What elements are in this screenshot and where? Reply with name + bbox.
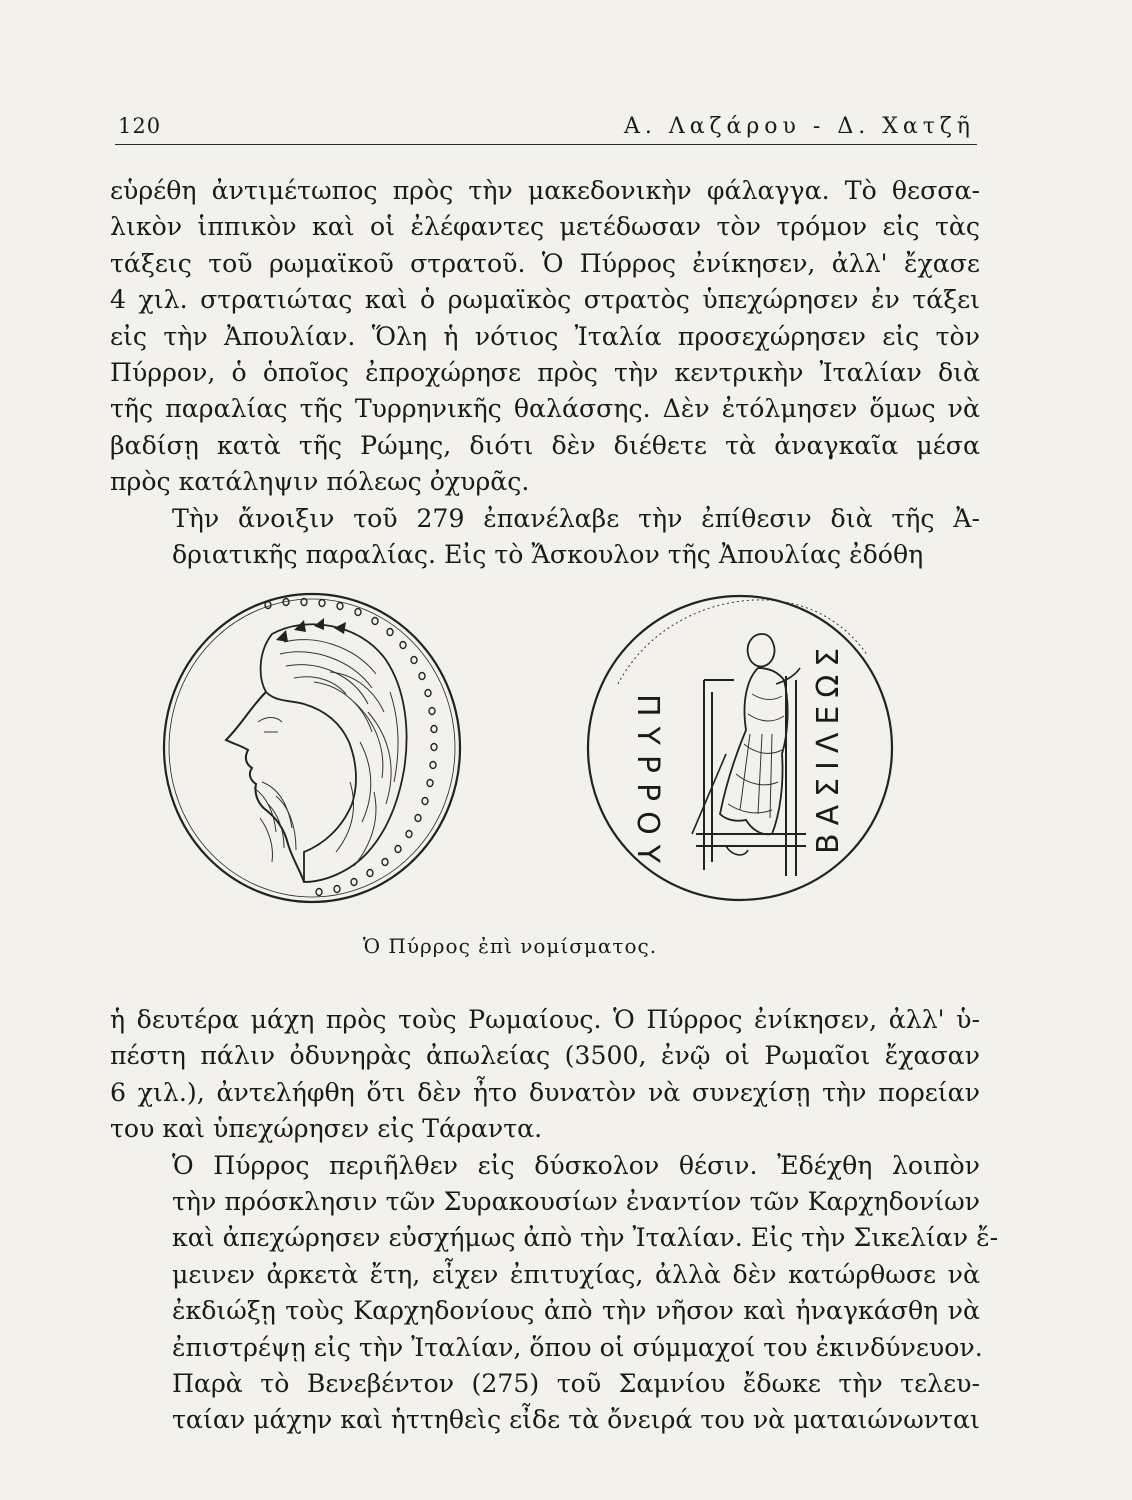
text-line: δριατικῆς παραλίας. Εἰς τὸ Ἄσκουλον τῆς Ἀπουλίας ἐδόθη [172,540,924,570]
paragraph [110,1148,999,1439]
paragraph [110,1002,980,1148]
text-line: Πύρρον, ὁ ὁποῖος ἐπροχώρησε πρὸς τὴν κεντρικὴν Ἰταλίαν διὰ [110,358,980,388]
text-line: Ὁ Πύρρος περιῆλθεν εἰς δύσκολον θέσιν. Ἐδέχθη λοιπὸν [172,1150,980,1180]
text-line: Τὴν ἄνοιξιν τοῦ 279 ἐπανέλαβε τὴν ἐπίθεσιν διὰ τῆς Ἀ- [172,503,980,533]
text-line: πέστη πάλιν ὀδυνηρὰς ἀπωλείας (3500, ἐνῷ οἱ Ρωμαῖοι ἔχασαν [110,1041,980,1071]
figure-caption: Ὁ Πύρρος ἐπὶ νομίσματος. [362,934,658,958]
text-line: πρὸς κατάληψιν πόλεως ὀχυρᾶς. [110,467,530,497]
text-line: εὑρέθη ἀντιμέτωπος πρὸς τὴν μακεδονικὴν φάλαγγα. Τὸ θεσσα- [110,176,980,205]
reverse-inscription-right: ΒΑΣΙΛΕΩΣ [811,639,846,854]
paragraph [110,501,980,574]
text-line: του καὶ ὑπεχώρησεν εἰς Τάραντα. [110,1114,543,1144]
text-line: ταίαν μάχην καὶ ἡττηθεὶς εἶδε τὰ ὄνειρά του νὰ ματαιώνωνται [172,1405,980,1435]
text-line: 4 χιλ. στρατιώτας καὶ ὁ ρωμαϊκὸς στρατὸς ὑπεχώρησεν ἐν τάξει [110,285,980,315]
text-line: λικὸν ἱππικὸν καὶ οἱ ἐλέφαντες μετέδωσαν τὸν τρόμον εἰς τὰς [110,212,980,242]
running-head: Α. Λαζάρου - Δ. Χατζῆ [623,114,975,139]
body-text-bottom [110,1002,999,1439]
page-header [115,108,977,145]
text-line: Παρὰ τὸ Βενεβέντον (275) τοῦ Σαμνίου ἔδωκε τὴν τελευ- [172,1369,980,1399]
coin-figure [150,582,1010,982]
text-line: ἡ δευτέρα μάχη πρὸς τοὺς Ρωμαίους. Ὁ Πύρρος ἐνίκησεν, ἀλλ' ὑ- [110,1005,980,1034]
text-line: τάξεις τοῦ ρωμαϊκοῦ στρατοῦ. Ὁ Πύρρος ἐνίκησεν, ἀλλ' ἔχασε [110,248,980,278]
text-line: εἰς τὴν Ἀπουλίαν. Ὅλη ἡ νότιος Ἰταλία προσεχώρησεν εἰς τὸν [110,321,980,351]
body-text-top [110,173,980,573]
page-number: 120 [118,114,162,138]
text-line: βαδίσῃ κατὰ τῆς Ρώμης, διότι δὲν διέθετε τὰ ἀναγκαῖα μέσα [110,430,980,460]
text-line: ἐπιστρέψῃ εἰς τὴν Ἰταλίαν, ὅπου οἱ σύμμαχοί του ἐκινδύνευον. [172,1332,983,1362]
text-line: καὶ ἀπεχώρησεν εὐσχήμως ἀπὸ τὴν Ἰταλίαν. Εἰς τὴν Σικελίαν ἔ- [172,1223,999,1253]
text-line: 6 χιλ.), ἀντελήφθη ὅτι δὲν ἦτο δυνατὸν νὰ συνεχίσῃ τὴν πορείαν [110,1077,980,1107]
paragraph [110,173,980,501]
coin-reverse-goddess [576,584,896,914]
text-line: ἐκδιώξῃ τοὺς Καρχηδονίους ἀπὸ τὴν νῆσον καὶ ἠναγκάσθη νὰ [172,1296,980,1326]
text-line: τὴν πρόσκλησιν τῶν Συρακουσίων ἐναντίον τῶν Καρχηδονίων [172,1187,980,1217]
text-line: τῆς παραλίας τῆς Τυρρηνικῆς θαλάσσης. Δὲν ἐτόλμησεν ὅμως νὰ [110,394,980,424]
reverse-inscription-left: ΠΥΡΡΟΥ [630,694,665,874]
coin-obverse-portrait [154,582,474,922]
text-line: μεινεν ἀρκετὰ ἔτη, εἶχεν ἐπιτυχίας, ἀλλὰ δὲν κατώρθωσε νὰ [172,1259,980,1289]
